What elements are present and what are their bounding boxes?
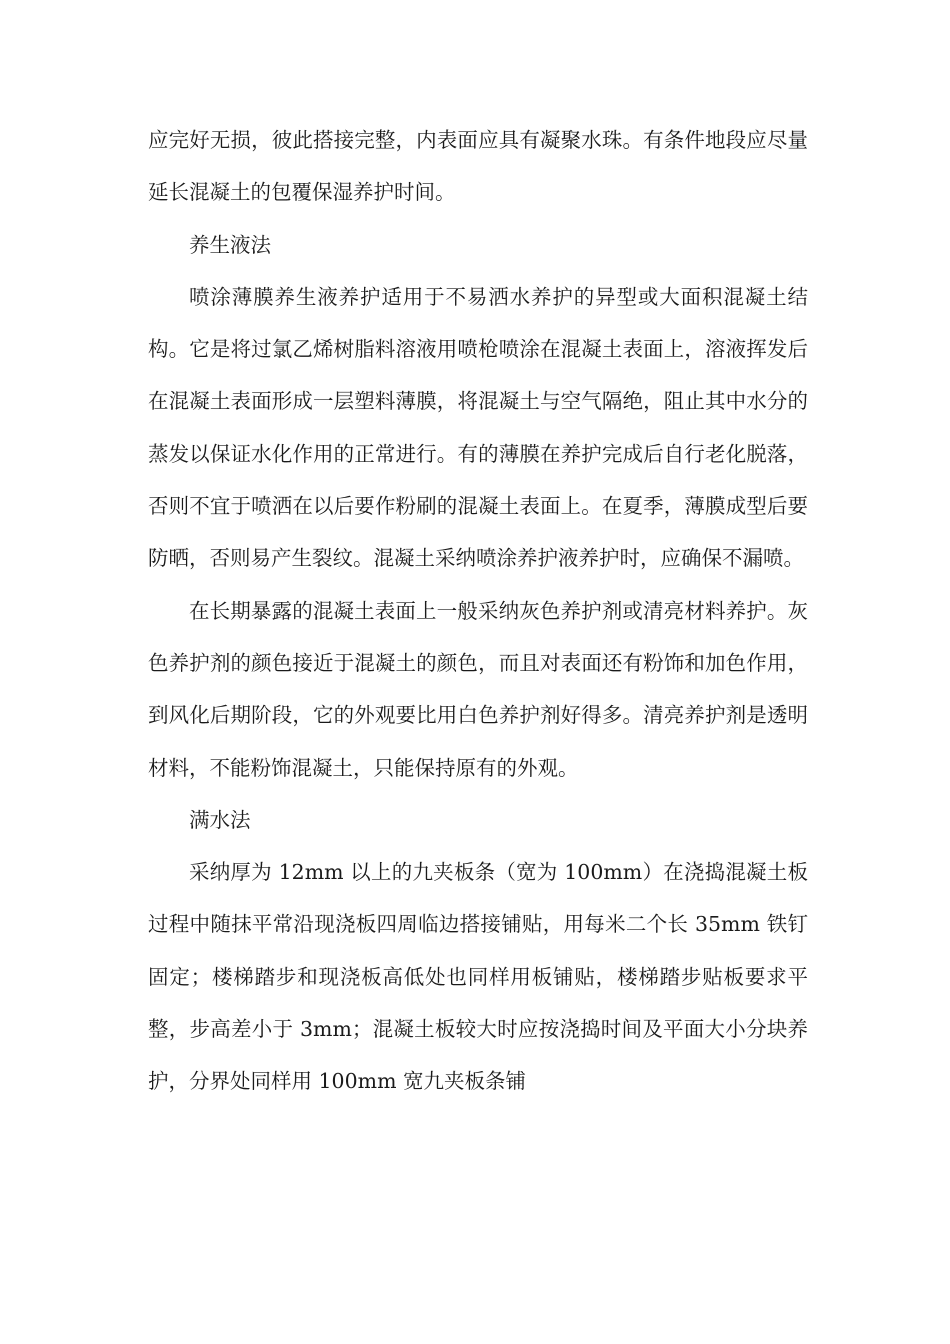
section-heading-water-flooding: 满水法: [189, 807, 251, 832]
paragraph-spray-membrane: 喷涂薄膜养生液养护适用于不易洒水养护的异型或大面积混凝土结构。它是将过氯乙烯树脂料溶液用喷枪喷涂在混凝土表面上，溶液挥发后在混凝土表面形成一层塑料薄膜，将混凝土与空气隔绝，阻止其中水分的蒸发以保证水化作用的正常进行。有的薄膜在养护完成后自行老化脱落，否则不宜于喷洒在以后要作粉刷的混凝土表面上。在夏季，薄膜成型后要防晒，否则易产生裂纹。混凝土采纳喷涂养护液养护时，应确保不漏喷。: [148, 284, 808, 571]
paragraph-plywood-strips: 采纳厚为 12mm 以上的九夹板条（宽为 100mm）在浇捣混凝土板过程中随抹平常沿现浇板四周临边搭接铺贴，用每米二个长 35mm 铁钉固定；楼梯踏步和现浇板高低处也同样用板铺贴，楼梯踏步贴板要求平整，步高差小于 3mm；混凝土板较大时应按浇捣时间及平面大小分块养护，分界处同样用 100mm 宽九夹板条铺: [148, 860, 808, 1094]
paragraph-exposed-surface: 在长期暴露的混凝土表面上一般采纳灰色养护剂或清亮材料养护。灰色养护剂的颜色接近于混凝土的颜色，而且对表面还有粉饰和加色作用，到风化后期阶段，它的外观要比用白色养护剂好得多。清亮养护剂是透明材料，不能粉饰混凝土，只能保持原有的外观。: [148, 598, 808, 780]
document-body: [148, 114, 808, 1108]
section-heading-curing-compound: 养生液法: [189, 232, 271, 257]
paragraph-continuation: 应完好无损，彼此搭接完整，内表面应具有凝聚水珠。有条件地段应尽量延长混凝土的包覆保湿养护时间。: [148, 128, 808, 205]
